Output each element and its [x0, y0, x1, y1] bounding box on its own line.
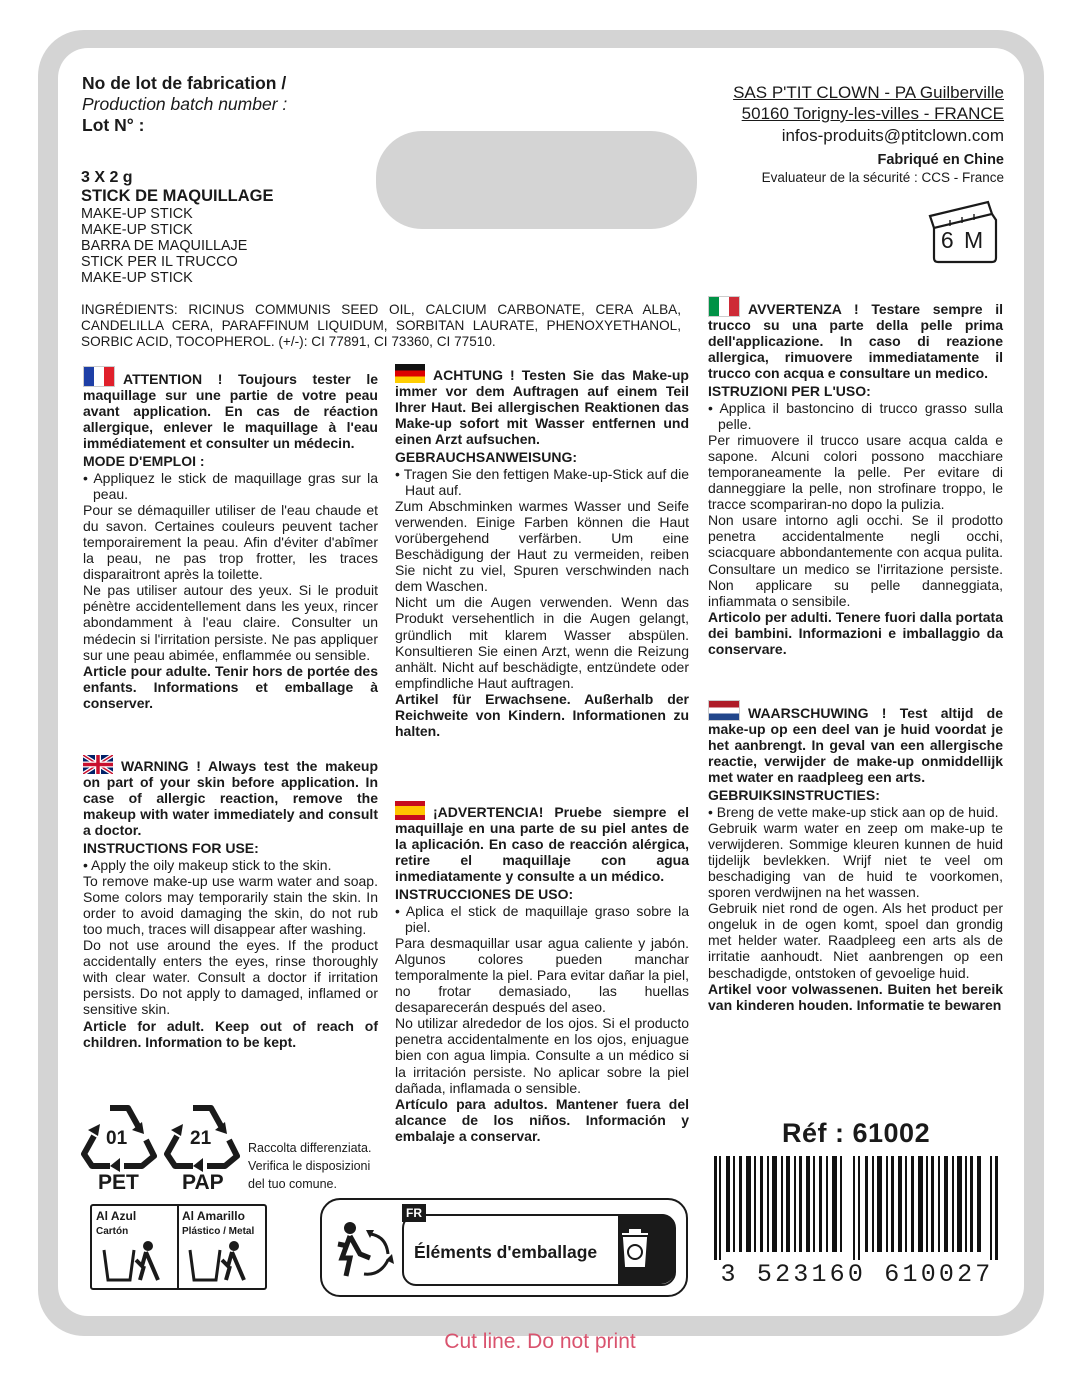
- it-bullet: • Applica il bastoncino di trucco grasso sulla pelle.: [708, 399, 1003, 432]
- es-closing: Artículo para adultos. Mantener fuera del alcance de los niños. Información y embalaje a conservar.: [395, 1095, 689, 1144]
- recycle-label-2: PAP: [182, 1171, 224, 1194]
- it-closing: Articolo per adulti. Tenere fuori dalla portata dei bambini. Informazioni e imballaggio da conservare.: [708, 608, 1003, 657]
- es-paragraph-2: No utilizar alrededor de los ojos. Si el producto penetra accidentalmente en los ojos, enjuague bien con agua limpia. Consulte a un médico si la irritación persiste. No aplicar sobre la piel dañada, inflamada o sensible.: [395, 1015, 689, 1096]
- es-bin-yellow: Al Amarillo: [182, 1209, 245, 1223]
- batch-label-en: Production batch number :: [82, 94, 288, 114]
- fr-bullet: • Appliquez le stick de maquillage gras sur la peau.: [83, 469, 378, 502]
- section-en: [83, 755, 378, 1050]
- section-de: [395, 364, 689, 739]
- french-flag-icon: [83, 366, 115, 387]
- en-instructions-title: INSTRUCTIONS FOR USE:: [83, 840, 259, 857]
- es-bullet: • Aplica el stick de maquillaje graso sobre la piel.: [395, 902, 689, 935]
- it-instructions-title: ISTRUZIONI PER L'USO:: [708, 383, 871, 400]
- de-warning: ACHTUNG ! Testen Sie das Make-up immer vor dem Auftragen auf einem Teil Ihrer Haut. Bei allergischen Reaktionen das Make-up sofort mit Wasser entfernen und einen Arzt aufsuchen.: [395, 367, 689, 448]
- product-name-de: MAKE-UP STICK: [81, 222, 193, 238]
- fr-warning: ATTENTION ! Toujours tester le maquillage sur une partie de votre peau avant application. En cas de réaction allergique, enlever le maquillage à l'eau immédiatement et consulter un médecin.: [83, 371, 378, 452]
- en-warning: WARNING ! Always test the makeup on part of your skin before application. In case of allergic reaction, remove the makeup with water immediately and consult a doctor.: [83, 758, 378, 839]
- barcode-number: 3 523160 610027: [712, 1260, 1002, 1289]
- de-bullet: • Tragen Sie den fettigen Make-up-Stick auf die Haut auf.: [395, 465, 689, 498]
- es-instructions-title: INSTRUCCIONES DE USO:: [395, 886, 574, 903]
- made-in: Fabriqué en Chine: [877, 152, 1004, 168]
- pao-period: 6 M: [940, 227, 986, 253]
- it-recycle-note-2: Verifica le disposizioni: [248, 1159, 371, 1173]
- recycle-label-1: PET: [98, 1171, 139, 1194]
- product-name-nl: MAKE-UP STICK: [81, 270, 193, 286]
- es-warning: ¡ADVERTENCIA! Pruebe siempre el maquillaje en una parte de su piel antes de la aplicación. En caso de reacción alérgica, retire el maquillaje con agua inmediatamente y consulte a un médico.: [395, 804, 689, 885]
- de-closing: Artikel für Erwachsene. Außerhalb der Reichweite von Kindern. Informationen zu halten.: [395, 690, 689, 740]
- reference-number: Réf : 61002: [782, 1118, 931, 1148]
- bin-person-icon: [100, 1240, 168, 1284]
- weight: 3 X 2 g: [81, 169, 133, 186]
- product-name-es: BARRA DE MAQUILLAJE: [81, 238, 248, 254]
- es-bin-blue-sub: Cartón: [96, 1226, 129, 1237]
- de-paragraph-1: Zum Abschminken warmes Wasser und Seife verwenden. Einige Farben können die Haut vorübergehend verfärben. Um eine Beschädigung der Haut zu vermeiden, reiben Sie nicht zu viel, Spuren verschwinden nach dem Waschen.: [395, 497, 689, 595]
- product-name-fr: STICK DE MAQUILLAGE: [81, 187, 274, 205]
- dutch-flag-icon: [708, 700, 740, 721]
- company-email: infos-produits@ptitclown.com: [781, 126, 1004, 145]
- uk-flag-icon: [83, 755, 113, 774]
- it-paragraph-1: Per rimuovere il trucco usare acqua calda e sapone. Alcuni colori possono macchiare temporaneamente la pelle. Per evitare di danneggiare la pelle, non strofinare troppo, le tracce scompariran-no dopo la pulizia.: [708, 431, 1003, 513]
- fr-paragraph-1: Pour se démaquiller utiliser de l'eau chaude et du savon. Certaines couleurs peuvent tacher temporairement la peau. Afin d'éviter d'abîmer la peau, ne pas trop frotter, les traces disparaitront après la toilette.: [83, 501, 378, 583]
- product-name-en: MAKE-UP STICK: [81, 206, 193, 222]
- triman-country: FR: [402, 1204, 426, 1222]
- bin-person-icon-2: [186, 1240, 254, 1284]
- company-name: SAS P'TIT CLOWN - PA Guilberville: [733, 83, 1004, 102]
- de-paragraph-2: Nicht um die Augen verwenden. Wenn das Produkt versehentlich in die Augen gelangt, gründlich mit klarem Wasser abspülen. Konsultieren Sie einen Arzt, wenn die Reizung anhält. Nicht auf beschädigte, entzündete oder empfindliche Haut auftragen.: [395, 594, 689, 691]
- en-paragraph-1: To remove make-up use warm water and soap. Some colors may temporarily stain the skin. In order to avoid damaging the skin, do not rub too much, traces will disappear after washing.: [83, 872, 378, 937]
- cut-line-note: Cut line. Do not print: [444, 1330, 636, 1353]
- section-it: [708, 296, 1003, 657]
- ingredients: INGRÉDIENTS: RICINUS COMMUNIS SEED OIL, CALCIUM CARBONATE, CERA ALBA, CANDELILLA CERA, PARAFFINUM LIQUIDUM, SORBITAN LAURATE, PHENOXYETHANOL, SORBIC ACID, TOCOPHEROL. (+/-): CI 77891, CI 73360, CI 77510.: [81, 302, 681, 350]
- fr-instructions-title: MODE D'EMPLOI :: [83, 453, 205, 470]
- es-paragraph-1: Para desmaquillar usar agua caliente y jabón. Algunos colores pueden manchar temporalmente la piel. Para evitar dañar la piel, no frotar demasiado, las huellas desaparecerán después del aseo.: [395, 934, 689, 1016]
- section-nl: [708, 700, 1003, 1013]
- safety-evaluator: Evaluateur de la sécurité : CCS - France: [761, 170, 1004, 185]
- company-address: 50160 Torigny-les-villes - FRANCE: [741, 104, 1004, 123]
- nl-bullet: • Breng de vette make-up stick aan op de huid.: [708, 803, 999, 820]
- en-closing: Article for adult. Keep out of reach of children. Information to be kept.: [83, 1017, 378, 1050]
- it-warning: AVVERTENZA ! Testare sempre il trucco su una parte della pelle prima dell'applicazione. In caso di reazione allergica, rimuovere immediatamente il trucco con acqua e consultare un medico.: [708, 301, 1003, 382]
- en-bullet: • Apply the oily makeup stick to the skin.: [83, 856, 332, 873]
- triman-text: Éléments d'emballage: [414, 1242, 598, 1262]
- barcode: [712, 1156, 1002, 1264]
- nl-instructions-title: GEBRUIKSINSTRUCTIES:: [708, 787, 880, 804]
- recycle-bin-icon: [618, 1226, 652, 1270]
- lot-label: Lot N° :: [82, 115, 145, 135]
- it-recycle-note-3: del tuo comune.: [248, 1177, 337, 1191]
- nl-closing: Artikel voor volwassenen. Buiten het bereik van kinderen houden. Informatie te bewaren: [708, 980, 1003, 1013]
- en-paragraph-2: Do not use around the eyes. If the product accidentally enters the eyes, rinse thoroughly with clear water. Consult a doctor if irritation persists. Do not apply to damaged, inflamed or sensitive skin.: [83, 937, 378, 1018]
- product-name-it: STICK PER IL TRUCCO: [81, 254, 238, 270]
- fr-closing: Article pour adulte. Tenir hors de portée des enfants. Informations et emballage à conserver.: [83, 662, 378, 711]
- nl-paragraph-2: Gebruik niet rond de ogen. Als het product per ongeluk in de ogen komt, spoel dan grondig met helder water. Raadpleeg een arts als de irritatie aanhoudt. Niet aanbrengen op een beschadigde, ontstoken of gevoelige huid.: [708, 900, 1003, 981]
- italian-flag-icon: [708, 296, 740, 317]
- it-recycle-note-1: Raccolta differenziata.: [248, 1141, 372, 1155]
- german-flag-icon: [395, 364, 425, 383]
- spanish-flag-icon: [395, 801, 425, 820]
- batch-label-fr: No de lot de fabrication /: [82, 73, 287, 93]
- es-bin-yellow-sub: Plástico / Metal: [182, 1226, 255, 1237]
- nl-warning: WAARSCHUWING ! Test altijd de make-up op een deel van je huid voordat je het aanbrengt. In geval van een allergische reactie, verwijder de make-up onmiddellijk met water en raadpleeg een arts.: [708, 705, 1003, 786]
- triman-icon: [330, 1214, 396, 1280]
- section-fr: [83, 366, 378, 711]
- hang-hole: [376, 131, 697, 229]
- fr-paragraph-2: Ne pas utiliser autour des yeux. Si le produit pénètre accidentellement dans les yeux, rincer abondamment à l'eau claire. Consulter un médecin si l'irritation persiste. Ne pas appliquer sur une peau abimée, enflammée ou sensible.: [83, 582, 378, 663]
- nl-paragraph-1: Gebruik warm water en zeep om make-up te verwijderen. Sommige kleuren kunnen de huid tijdelijk bevlekken. Wrijf niet te veel om beschadiging van de huid te voorkomen, sporen verdwijnen na het wassen.: [708, 819, 1003, 901]
- recycle-code-2: 21: [190, 1128, 212, 1149]
- recycle-code-1: 01: [106, 1128, 128, 1149]
- es-bin-blue: Al Azul: [96, 1209, 137, 1223]
- section-es: [395, 801, 689, 1144]
- de-instructions-title: GEBRAUCHSANWEISUNG:: [395, 449, 577, 466]
- it-paragraph-2: Non usare intorno agli occhi. Se il prodotto penetra accidentalmente negli occhi, sciacquare abbondantemente con acqua pulita. Consultare un medico se l'irritazione persiste. Non applicare su pelle danneggiata, infiammata o sensibile.: [708, 512, 1003, 609]
